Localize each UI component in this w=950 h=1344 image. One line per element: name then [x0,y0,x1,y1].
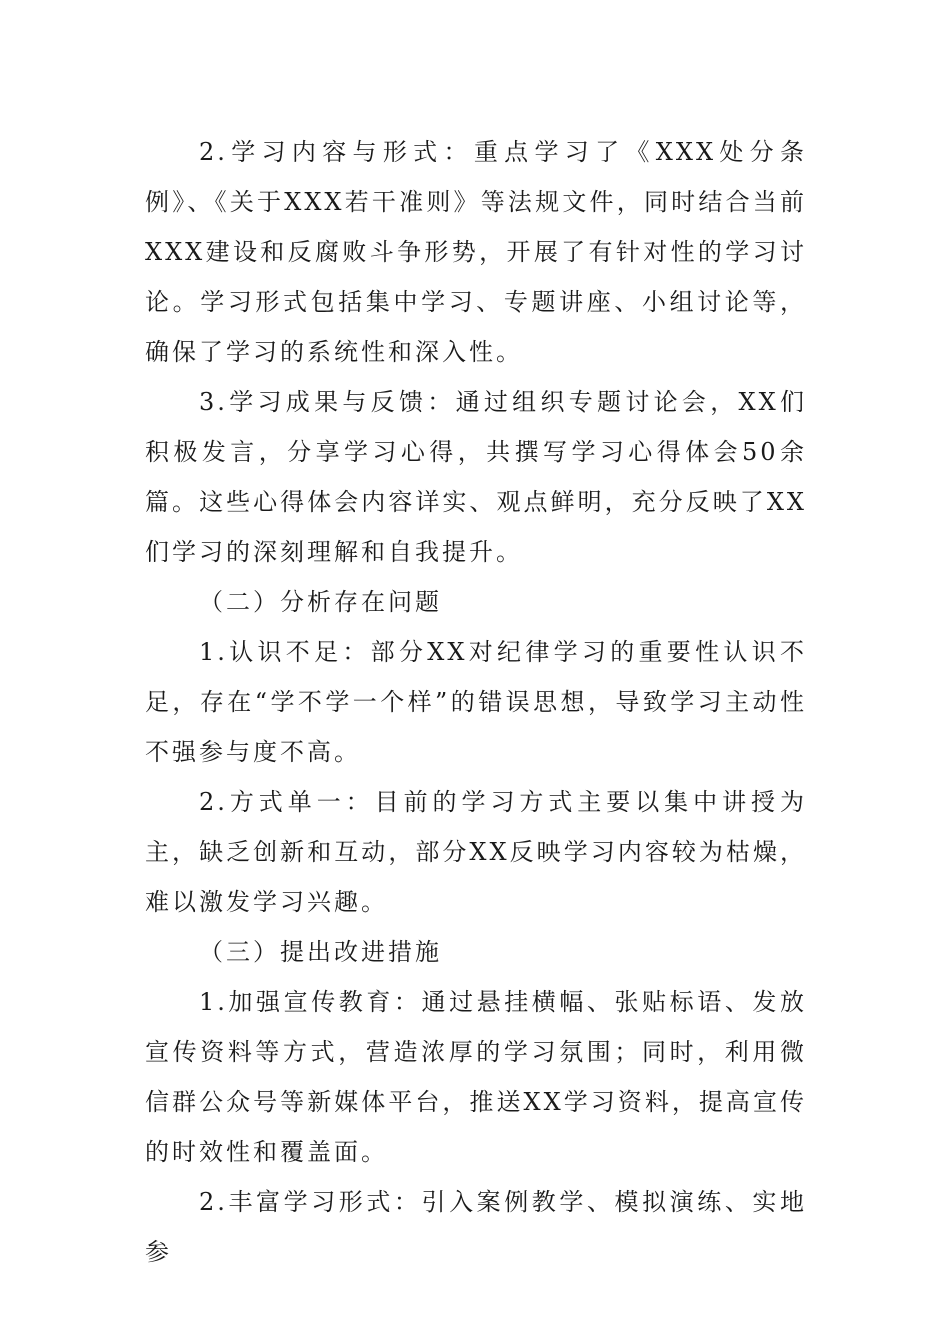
section-heading-problems: （二）分析存在问题 [199,588,442,616]
paragraph-study-content: 2.学习内容与形式：重点学习了《XXX处分条例》、《关于XXX若干准则》等法规文件，同时结合当前XXX建设和反腐败斗争形势，开展了有针对性的学习讨论。学习形式包括集中学习、专题讲座、小组讨论等，确保了学习的系统性和深入性。 [145,138,807,366]
document-body [145,127,807,1277]
paragraph-single-method: 2.方式单一：目前的学习方式主要以集中讲授为主，缺乏创新和互动，部分XX反映学习内容较为枯燥，难以激发学习兴趣。 [145,788,807,916]
paragraph-strengthen-publicity: 1.加强宣传教育：通过悬挂横幅、张贴标语、发放宣传资料等方式，营造浓厚的学习氛围；同时，利用微信群公众号等新媒体平台，推送XX学习资料，提高宣传的时效性和覆盖面。 [145,988,807,1166]
paragraph-enrich-forms: 2.丰富学习形式：引入案例教学、模拟演练、实地参 [145,1188,807,1266]
paragraph-study-results: 3.学习成果与反馈：通过组织专题讨论会，XX们积极发言，分享学习心得，共撰写学习心得体会50余篇。这些心得体会内容详实、观点鲜明，充分反映了XX们学习的深刻理解和自我提升。 [145,388,807,566]
section-heading-improvements: （三）提出改进措施 [199,938,442,966]
paragraph-insufficient-awareness: 1.认识不足：部分XX对纪律学习的重要性认识不足，存在“学不学一个样”的错误思想，导致学习主动性不强参与度不高。 [145,638,807,766]
